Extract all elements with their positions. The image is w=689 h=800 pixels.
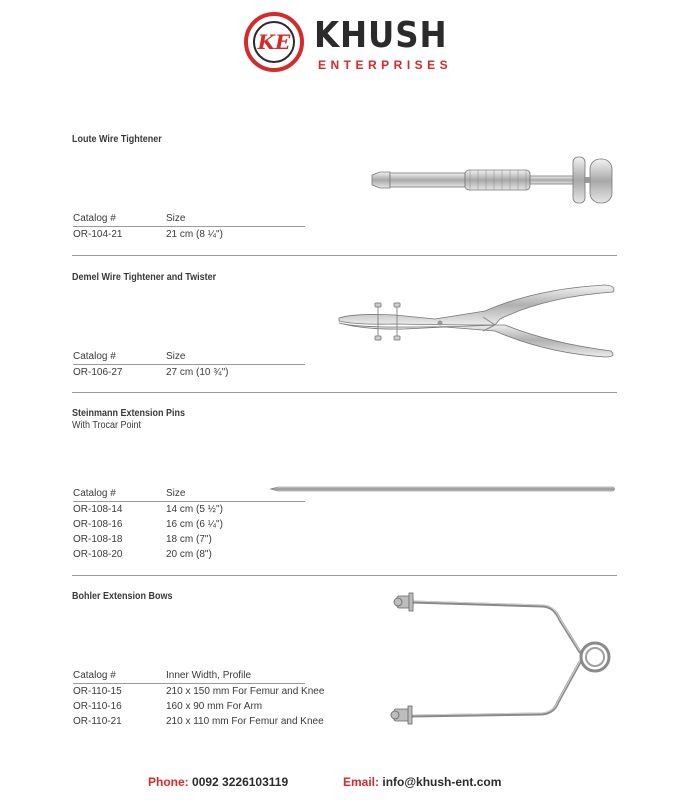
product-steinmann-extension-pins: [72, 408, 617, 432]
product-title: Steinmann Extension Pins: [72, 408, 186, 419]
section-divider: [72, 255, 617, 256]
column-header-size: Size: [166, 351, 186, 362]
section-divider: [72, 392, 617, 393]
catalog-number: OR-108-16: [73, 519, 123, 530]
catalog-number: OR-110-21: [73, 716, 122, 727]
catalog-number: OR-106-27: [73, 367, 123, 378]
product-subtitle: With Trocar Point: [72, 420, 142, 431]
catalog-number: OR-110-15: [73, 686, 122, 697]
table-row: [73, 532, 305, 547]
catalog-table: [73, 211, 305, 242]
width-profile-value: 210 x 150 mm For Femur and Knee: [166, 686, 325, 697]
company-logo: [244, 12, 454, 78]
logo-name: KHUSH: [314, 15, 448, 56]
catalog-table: [73, 349, 305, 380]
bohler-extension-bow-image: [382, 590, 618, 730]
width-profile-value: 210 x 110 mm For Femur and Knee: [166, 716, 324, 727]
email-label: Email:: [343, 775, 380, 789]
section-divider: [72, 575, 617, 576]
column-header-size: Size: [166, 488, 186, 499]
table-row: [73, 365, 305, 380]
column-header-catalog: Catalog #: [73, 488, 116, 499]
table-row: [73, 227, 305, 242]
table-row: [73, 502, 305, 517]
table-row: [73, 517, 305, 532]
catalog-table: [73, 486, 305, 562]
size-value: 14 cm (5 ½"): [166, 504, 223, 515]
steinmann-pin-image: [268, 483, 620, 495]
phone-number[interactable]: 0092 3226103119: [192, 775, 289, 789]
catalog-table: [73, 668, 324, 729]
table-header: [73, 668, 305, 684]
column-header-inner-width: Inner Width, Profile: [166, 670, 252, 681]
size-value: 20 cm (8"): [166, 549, 212, 560]
catalog-number: OR-108-18: [73, 534, 123, 545]
product-title: Demel Wire Tightener and Twister: [72, 272, 217, 283]
size-value: 21 cm (8 ¼"): [166, 229, 223, 240]
logo-monogram: KE: [253, 21, 295, 63]
width-profile-value: 160 x 90 mm For Arm: [166, 701, 263, 712]
email-link[interactable]: info@khush-ent.com: [382, 775, 502, 789]
column-header-catalog: Catalog #: [73, 213, 116, 224]
table-row: [73, 699, 324, 714]
size-value: 16 cm (6 ¼"): [166, 519, 223, 530]
footer-phone: [148, 775, 288, 789]
phone-label: Phone:: [148, 775, 189, 789]
table-row: [73, 714, 324, 729]
product-title: Bohler Extension Bows: [72, 591, 173, 602]
column-header-catalog: Catalog #: [73, 351, 116, 362]
size-value: 18 cm (7"): [166, 534, 212, 545]
catalog-number: OR-110-16: [73, 701, 122, 712]
demel-wire-tightener-image: [335, 283, 620, 363]
column-header-size: Size: [166, 213, 186, 224]
table-row: [73, 547, 305, 562]
table-row: [73, 684, 324, 699]
catalog-number: OR-108-20: [73, 549, 123, 560]
product-loute-wire-tightener: [72, 134, 617, 146]
column-header-catalog: Catalog #: [73, 670, 116, 681]
catalog-number: OR-104-21: [73, 229, 123, 240]
size-value: 27 cm (10 ¾"): [166, 367, 229, 378]
footer-email: [343, 775, 501, 789]
table-header: [73, 349, 305, 365]
logo-emblem: [244, 12, 304, 72]
logo-tagline: ENTERPRISES: [318, 58, 453, 72]
catalog-number: OR-108-14: [73, 504, 123, 515]
table-header: [73, 211, 305, 227]
loute-wire-tightener-image: [360, 155, 620, 210]
product-title: Loute Wire Tightener: [72, 134, 162, 145]
